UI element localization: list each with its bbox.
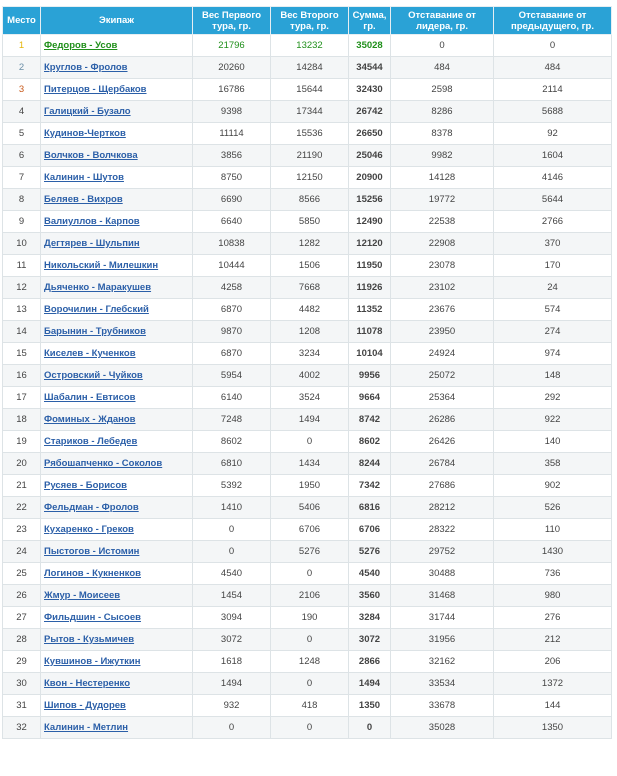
header-gap-leader: Отставание от лидера, гр. bbox=[391, 7, 494, 35]
gap-leader-cell: 28212 bbox=[391, 497, 494, 519]
gap-leader-cell: 26784 bbox=[391, 453, 494, 475]
first-round-weight-cell: 0 bbox=[193, 519, 271, 541]
gap-leader-cell: 32162 bbox=[391, 651, 494, 673]
first-round-weight-cell: 1410 bbox=[193, 497, 271, 519]
table-row bbox=[3, 211, 612, 233]
table-row bbox=[3, 673, 612, 695]
place-cell: 16 bbox=[3, 365, 41, 387]
sum-cell: 2866 bbox=[349, 651, 391, 673]
gap-leader-cell: 19772 bbox=[391, 189, 494, 211]
table-row bbox=[3, 35, 612, 57]
crew-link[interactable]: Галицкий - Бузало bbox=[44, 106, 131, 117]
table-row bbox=[3, 629, 612, 651]
header-second-round-weight: Вес Второго тура, гр. bbox=[271, 7, 349, 35]
gap-previous-cell: 170 bbox=[494, 255, 612, 277]
table-row bbox=[3, 475, 612, 497]
crew-cell bbox=[41, 717, 193, 739]
first-round-weight-cell: 6870 bbox=[193, 343, 271, 365]
gap-previous-cell: 736 bbox=[494, 563, 612, 585]
first-round-weight-cell: 3094 bbox=[193, 607, 271, 629]
gap-previous-cell: 276 bbox=[494, 607, 612, 629]
first-round-weight-cell: 1454 bbox=[193, 585, 271, 607]
second-round-weight-cell: 15536 bbox=[271, 123, 349, 145]
gap-previous-cell: 1604 bbox=[494, 145, 612, 167]
sum-cell: 11950 bbox=[349, 255, 391, 277]
crew-link[interactable]: Фельдман - Фролов bbox=[44, 502, 139, 513]
gap-previous-cell: 144 bbox=[494, 695, 612, 717]
crew-cell bbox=[41, 475, 193, 497]
first-round-weight-cell: 6640 bbox=[193, 211, 271, 233]
crew-cell bbox=[41, 277, 193, 299]
place-cell: 2 bbox=[3, 57, 41, 79]
gap-leader-cell: 26286 bbox=[391, 409, 494, 431]
crew-link[interactable]: Жмур - Моисеев bbox=[44, 590, 121, 601]
second-round-weight-cell: 0 bbox=[271, 629, 349, 651]
table-row bbox=[3, 145, 612, 167]
first-round-weight-cell: 4258 bbox=[193, 277, 271, 299]
crew-link[interactable]: Калинин - Шутов bbox=[44, 172, 124, 183]
second-round-weight-cell: 17344 bbox=[271, 101, 349, 123]
place-cell: 10 bbox=[3, 233, 41, 255]
sum-cell: 11926 bbox=[349, 277, 391, 299]
second-round-weight-cell: 4482 bbox=[271, 299, 349, 321]
crew-cell bbox=[41, 189, 193, 211]
crew-link[interactable]: Рытов - Кузьмичев bbox=[44, 634, 135, 645]
sum-cell: 3560 bbox=[349, 585, 391, 607]
second-round-weight-cell: 1434 bbox=[271, 453, 349, 475]
place-cell: 31 bbox=[3, 695, 41, 717]
crew-link[interactable]: Островский - Чуйков bbox=[44, 370, 143, 381]
gap-previous-cell: 1430 bbox=[494, 541, 612, 563]
table-row bbox=[3, 541, 612, 563]
sum-cell: 26650 bbox=[349, 123, 391, 145]
crew-cell bbox=[41, 255, 193, 277]
gap-previous-cell: 922 bbox=[494, 409, 612, 431]
crew-cell bbox=[41, 365, 193, 387]
second-round-weight-cell: 7668 bbox=[271, 277, 349, 299]
first-round-weight-cell: 3072 bbox=[193, 629, 271, 651]
crew-cell bbox=[41, 321, 193, 343]
gap-leader-cell: 26426 bbox=[391, 431, 494, 453]
sum-cell: 32430 bbox=[349, 79, 391, 101]
crew-link[interactable]: Рябошапченко - Соколов bbox=[44, 458, 163, 469]
table-row bbox=[3, 189, 612, 211]
crew-link[interactable]: Пыстогов - Истомин bbox=[44, 546, 140, 557]
place-cell: 8 bbox=[3, 189, 41, 211]
second-round-weight-cell: 5406 bbox=[271, 497, 349, 519]
table-row bbox=[3, 717, 612, 739]
first-round-weight-cell: 0 bbox=[193, 717, 271, 739]
table-row bbox=[3, 321, 612, 343]
sum-cell: 5276 bbox=[349, 541, 391, 563]
gap-leader-cell: 22908 bbox=[391, 233, 494, 255]
second-round-weight-cell: 15644 bbox=[271, 79, 349, 101]
gap-previous-cell: 292 bbox=[494, 387, 612, 409]
place-cell: 7 bbox=[3, 167, 41, 189]
table-row bbox=[3, 343, 612, 365]
crew-cell bbox=[41, 57, 193, 79]
crew-link[interactable]: Русяев - Борисов bbox=[44, 480, 127, 491]
crew-link[interactable]: Дьяченко - Маракушев bbox=[44, 282, 152, 293]
second-round-weight-cell: 418 bbox=[271, 695, 349, 717]
first-round-weight-cell: 16786 bbox=[193, 79, 271, 101]
first-round-weight-cell: 6870 bbox=[193, 299, 271, 321]
sum-cell: 9956 bbox=[349, 365, 391, 387]
gap-previous-cell: 1372 bbox=[494, 673, 612, 695]
crew-cell bbox=[41, 387, 193, 409]
sum-cell: 20900 bbox=[349, 167, 391, 189]
gap-leader-cell: 31744 bbox=[391, 607, 494, 629]
second-round-weight-cell: 1208 bbox=[271, 321, 349, 343]
first-round-weight-cell: 9398 bbox=[193, 101, 271, 123]
table-row bbox=[3, 431, 612, 453]
header-place: Место bbox=[3, 7, 41, 35]
table-row bbox=[3, 167, 612, 189]
first-round-weight-cell: 6140 bbox=[193, 387, 271, 409]
second-round-weight-cell: 1494 bbox=[271, 409, 349, 431]
place-cell: 27 bbox=[3, 607, 41, 629]
first-round-weight-cell: 7248 bbox=[193, 409, 271, 431]
gap-leader-cell: 27686 bbox=[391, 475, 494, 497]
crew-cell bbox=[41, 541, 193, 563]
crew-cell bbox=[41, 497, 193, 519]
place-cell: 32 bbox=[3, 717, 41, 739]
sum-cell: 12490 bbox=[349, 211, 391, 233]
crew-link[interactable]: Кувшинов - Ижуткин bbox=[44, 656, 141, 667]
table-row bbox=[3, 101, 612, 123]
gap-previous-cell: 110 bbox=[494, 519, 612, 541]
second-round-weight-cell: 3234 bbox=[271, 343, 349, 365]
table-row bbox=[3, 453, 612, 475]
second-round-weight-cell: 13232 bbox=[271, 35, 349, 57]
table-row bbox=[3, 255, 612, 277]
second-round-weight-cell: 2106 bbox=[271, 585, 349, 607]
place-cell: 3 bbox=[3, 79, 41, 101]
gap-previous-cell: 92 bbox=[494, 123, 612, 145]
crew-link[interactable]: Федоров - Усов bbox=[44, 40, 118, 51]
header-sum: Сумма, гр. bbox=[349, 7, 391, 35]
sum-cell: 3072 bbox=[349, 629, 391, 651]
first-round-weight-cell: 5392 bbox=[193, 475, 271, 497]
table-row bbox=[3, 387, 612, 409]
crew-cell bbox=[41, 233, 193, 255]
gap-leader-cell: 33678 bbox=[391, 695, 494, 717]
crew-cell bbox=[41, 167, 193, 189]
sum-cell: 4540 bbox=[349, 563, 391, 585]
crew-link[interactable]: Стариков - Лебедев bbox=[44, 436, 138, 447]
sum-cell: 25046 bbox=[349, 145, 391, 167]
place-cell: 25 bbox=[3, 563, 41, 585]
crew-link[interactable]: Ворочилин - Глебский bbox=[44, 304, 149, 315]
place-cell: 5 bbox=[3, 123, 41, 145]
crew-link[interactable]: Фоминых - Жданов bbox=[44, 414, 136, 425]
results-body bbox=[3, 35, 612, 739]
sum-cell: 6706 bbox=[349, 519, 391, 541]
table-row bbox=[3, 695, 612, 717]
place-cell: 24 bbox=[3, 541, 41, 563]
crew-link[interactable]: Шипов - Дудорев bbox=[44, 700, 126, 711]
gap-leader-cell: 23676 bbox=[391, 299, 494, 321]
place-cell: 11 bbox=[3, 255, 41, 277]
second-round-weight-cell: 1950 bbox=[271, 475, 349, 497]
gap-previous-cell: 2114 bbox=[494, 79, 612, 101]
crew-cell bbox=[41, 299, 193, 321]
second-round-weight-cell: 0 bbox=[271, 673, 349, 695]
gap-previous-cell: 902 bbox=[494, 475, 612, 497]
crew-link[interactable]: Кудинов-Чертков bbox=[44, 128, 126, 139]
place-cell: 21 bbox=[3, 475, 41, 497]
sum-cell: 7342 bbox=[349, 475, 391, 497]
place-cell: 28 bbox=[3, 629, 41, 651]
gap-previous-cell: 526 bbox=[494, 497, 612, 519]
gap-previous-cell: 206 bbox=[494, 651, 612, 673]
crew-link[interactable]: Фильдшин - Сысоев bbox=[44, 612, 141, 623]
header-gap-previous: Отставание от предыдущего, гр. bbox=[494, 7, 612, 35]
crew-link[interactable]: Киселев - Кученков bbox=[44, 348, 136, 359]
gap-previous-cell: 370 bbox=[494, 233, 612, 255]
second-round-weight-cell: 5276 bbox=[271, 541, 349, 563]
second-round-weight-cell: 1506 bbox=[271, 255, 349, 277]
first-round-weight-cell: 0 bbox=[193, 541, 271, 563]
place-cell: 29 bbox=[3, 651, 41, 673]
first-round-weight-cell: 20260 bbox=[193, 57, 271, 79]
place-cell: 4 bbox=[3, 101, 41, 123]
first-round-weight-cell: 21796 bbox=[193, 35, 271, 57]
table-row bbox=[3, 651, 612, 673]
crew-cell bbox=[41, 651, 193, 673]
place-cell: 17 bbox=[3, 387, 41, 409]
crew-cell bbox=[41, 519, 193, 541]
gap-previous-cell: 974 bbox=[494, 343, 612, 365]
sum-cell: 8244 bbox=[349, 453, 391, 475]
sum-cell: 34544 bbox=[349, 57, 391, 79]
second-round-weight-cell: 190 bbox=[271, 607, 349, 629]
place-cell: 9 bbox=[3, 211, 41, 233]
crew-cell bbox=[41, 145, 193, 167]
first-round-weight-cell: 3856 bbox=[193, 145, 271, 167]
second-round-weight-cell: 0 bbox=[271, 431, 349, 453]
sum-cell: 35028 bbox=[349, 35, 391, 57]
gap-previous-cell: 574 bbox=[494, 299, 612, 321]
gap-previous-cell: 212 bbox=[494, 629, 612, 651]
crew-cell bbox=[41, 695, 193, 717]
crew-link[interactable]: Никольский - Милешкин bbox=[44, 260, 159, 271]
first-round-weight-cell: 932 bbox=[193, 695, 271, 717]
sum-cell: 6816 bbox=[349, 497, 391, 519]
sum-cell: 26742 bbox=[349, 101, 391, 123]
place-cell: 6 bbox=[3, 145, 41, 167]
sum-cell: 12120 bbox=[349, 233, 391, 255]
gap-previous-cell: 5688 bbox=[494, 101, 612, 123]
table-row bbox=[3, 519, 612, 541]
crew-cell bbox=[41, 79, 193, 101]
first-round-weight-cell: 6690 bbox=[193, 189, 271, 211]
gap-leader-cell: 25364 bbox=[391, 387, 494, 409]
crew-link[interactable]: Кухаренко - Греков bbox=[44, 524, 134, 535]
gap-leader-cell: 31956 bbox=[391, 629, 494, 651]
second-round-weight-cell: 5850 bbox=[271, 211, 349, 233]
gap-leader-cell: 25072 bbox=[391, 365, 494, 387]
gap-leader-cell: 8286 bbox=[391, 101, 494, 123]
crew-cell bbox=[41, 211, 193, 233]
table-row bbox=[3, 585, 612, 607]
first-round-weight-cell: 5954 bbox=[193, 365, 271, 387]
crew-link[interactable]: Круглов - Фролов bbox=[44, 62, 128, 73]
gap-previous-cell: 140 bbox=[494, 431, 612, 453]
sum-cell: 8742 bbox=[349, 409, 391, 431]
crew-link[interactable]: Питерцов - Щербаков bbox=[44, 84, 147, 95]
place-cell: 22 bbox=[3, 497, 41, 519]
crew-cell bbox=[41, 431, 193, 453]
sum-cell: 8602 bbox=[349, 431, 391, 453]
crew-cell bbox=[41, 629, 193, 651]
sum-cell: 9664 bbox=[349, 387, 391, 409]
table-row bbox=[3, 409, 612, 431]
crew-cell bbox=[41, 123, 193, 145]
second-round-weight-cell: 21190 bbox=[271, 145, 349, 167]
first-round-weight-cell: 8602 bbox=[193, 431, 271, 453]
crew-link[interactable]: Калинин - Метлин bbox=[44, 722, 129, 733]
table-row bbox=[3, 563, 612, 585]
table-row bbox=[3, 497, 612, 519]
first-round-weight-cell: 4540 bbox=[193, 563, 271, 585]
crew-link[interactable]: Беляев - Вихров bbox=[44, 194, 123, 205]
gap-previous-cell: 1350 bbox=[494, 717, 612, 739]
gap-leader-cell: 29752 bbox=[391, 541, 494, 563]
crew-cell bbox=[41, 101, 193, 123]
crew-cell bbox=[41, 585, 193, 607]
gap-previous-cell: 24 bbox=[494, 277, 612, 299]
gap-leader-cell: 33534 bbox=[391, 673, 494, 695]
crew-link[interactable]: Логинов - Кукненков bbox=[44, 568, 141, 579]
place-cell: 14 bbox=[3, 321, 41, 343]
table-row bbox=[3, 233, 612, 255]
crew-link[interactable]: Барынин - Трубников bbox=[44, 326, 146, 337]
header-row bbox=[3, 7, 612, 35]
first-round-weight-cell: 9870 bbox=[193, 321, 271, 343]
first-round-weight-cell: 10838 bbox=[193, 233, 271, 255]
gap-previous-cell: 0 bbox=[494, 35, 612, 57]
place-cell: 12 bbox=[3, 277, 41, 299]
crew-cell bbox=[41, 35, 193, 57]
sum-cell: 0 bbox=[349, 717, 391, 739]
table-row bbox=[3, 299, 612, 321]
table-row bbox=[3, 277, 612, 299]
second-round-weight-cell: 6706 bbox=[271, 519, 349, 541]
first-round-weight-cell: 6810 bbox=[193, 453, 271, 475]
second-round-weight-cell: 14284 bbox=[271, 57, 349, 79]
second-round-weight-cell: 1248 bbox=[271, 651, 349, 673]
first-round-weight-cell: 1618 bbox=[193, 651, 271, 673]
gap-leader-cell: 30488 bbox=[391, 563, 494, 585]
table-row bbox=[3, 365, 612, 387]
gap-leader-cell: 31468 bbox=[391, 585, 494, 607]
crew-cell bbox=[41, 563, 193, 585]
place-cell: 26 bbox=[3, 585, 41, 607]
place-cell: 30 bbox=[3, 673, 41, 695]
gap-previous-cell: 274 bbox=[494, 321, 612, 343]
place-cell: 13 bbox=[3, 299, 41, 321]
first-round-weight-cell: 1494 bbox=[193, 673, 271, 695]
first-round-weight-cell: 11114 bbox=[193, 123, 271, 145]
sum-cell: 1494 bbox=[349, 673, 391, 695]
crew-link[interactable]: Волчков - Волчкова bbox=[44, 150, 138, 161]
gap-leader-cell: 484 bbox=[391, 57, 494, 79]
results-table bbox=[2, 6, 612, 739]
gap-leader-cell: 22538 bbox=[391, 211, 494, 233]
table-row bbox=[3, 57, 612, 79]
second-round-weight-cell: 0 bbox=[271, 717, 349, 739]
gap-leader-cell: 14128 bbox=[391, 167, 494, 189]
place-cell: 23 bbox=[3, 519, 41, 541]
second-round-weight-cell: 12150 bbox=[271, 167, 349, 189]
gap-previous-cell: 2766 bbox=[494, 211, 612, 233]
gap-leader-cell: 23950 bbox=[391, 321, 494, 343]
gap-leader-cell: 23102 bbox=[391, 277, 494, 299]
crew-cell bbox=[41, 409, 193, 431]
crew-cell bbox=[41, 453, 193, 475]
place-cell: 20 bbox=[3, 453, 41, 475]
table-row bbox=[3, 123, 612, 145]
sum-cell: 11078 bbox=[349, 321, 391, 343]
sum-cell: 3284 bbox=[349, 607, 391, 629]
gap-leader-cell: 8378 bbox=[391, 123, 494, 145]
gap-previous-cell: 358 bbox=[494, 453, 612, 475]
second-round-weight-cell: 0 bbox=[271, 563, 349, 585]
sum-cell: 15256 bbox=[349, 189, 391, 211]
place-cell: 1 bbox=[3, 35, 41, 57]
first-round-weight-cell: 10444 bbox=[193, 255, 271, 277]
table-row bbox=[3, 79, 612, 101]
crew-link[interactable]: Шабалин - Евтисов bbox=[44, 392, 136, 403]
sum-cell: 10104 bbox=[349, 343, 391, 365]
gap-previous-cell: 4146 bbox=[494, 167, 612, 189]
gap-leader-cell: 35028 bbox=[391, 717, 494, 739]
gap-leader-cell: 0 bbox=[391, 35, 494, 57]
crew-link[interactable]: Квон - Нестеренко bbox=[44, 678, 130, 689]
gap-leader-cell: 28322 bbox=[391, 519, 494, 541]
gap-previous-cell: 148 bbox=[494, 365, 612, 387]
sum-cell: 1350 bbox=[349, 695, 391, 717]
header-crew: Экипаж bbox=[41, 7, 193, 35]
gap-previous-cell: 980 bbox=[494, 585, 612, 607]
crew-cell bbox=[41, 343, 193, 365]
gap-leader-cell: 9982 bbox=[391, 145, 494, 167]
first-round-weight-cell: 8750 bbox=[193, 167, 271, 189]
crew-link[interactable]: Валиуллов - Карпов bbox=[44, 216, 140, 227]
place-cell: 18 bbox=[3, 409, 41, 431]
gap-previous-cell: 5644 bbox=[494, 189, 612, 211]
crew-cell bbox=[41, 673, 193, 695]
sum-cell: 11352 bbox=[349, 299, 391, 321]
crew-link[interactable]: Дегтярев - Шульпин bbox=[44, 238, 140, 249]
second-round-weight-cell: 8566 bbox=[271, 189, 349, 211]
gap-previous-cell: 484 bbox=[494, 57, 612, 79]
place-cell: 19 bbox=[3, 431, 41, 453]
table-row bbox=[3, 607, 612, 629]
second-round-weight-cell: 1282 bbox=[271, 233, 349, 255]
second-round-weight-cell: 4002 bbox=[271, 365, 349, 387]
gap-leader-cell: 24924 bbox=[391, 343, 494, 365]
crew-cell bbox=[41, 607, 193, 629]
header-first-round-weight: Вес Первого тура, гр. bbox=[193, 7, 271, 35]
gap-leader-cell: 2598 bbox=[391, 79, 494, 101]
place-cell: 15 bbox=[3, 343, 41, 365]
gap-leader-cell: 23078 bbox=[391, 255, 494, 277]
second-round-weight-cell: 3524 bbox=[271, 387, 349, 409]
